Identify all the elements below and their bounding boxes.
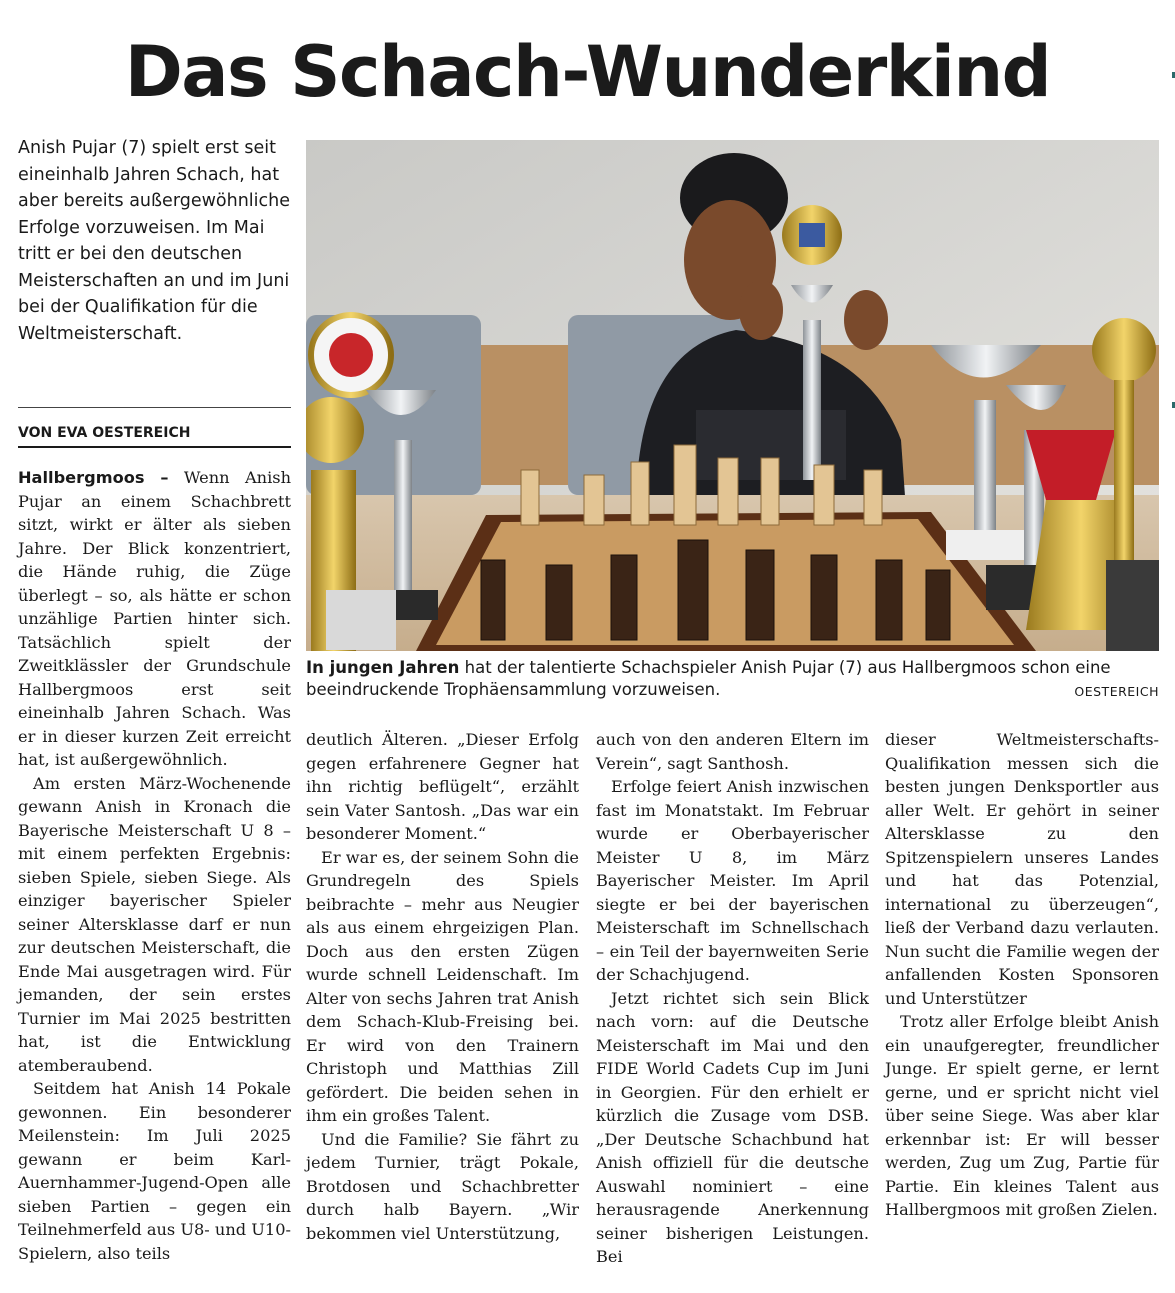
teaser — [18, 135, 293, 347]
column-1 — [18, 466, 291, 1265]
column-4 — [885, 728, 1159, 1222]
paragraph: Er war es, der seinem Sohn die Grundregeln des Spiels beibrachte – mehr aus Neugier als aus einem ehrgeizigen Plan. Doch aus den ersten Zügen wurde schnell Leidenschaft. Im Alter von sechs Jahren trat Anish dem Schach-Klub-Freising bei. Er wird von den Trainern Christoph und Matthias Zill gefördert. Die beiden sehen in ihm ein großes Talent. — [306, 847, 579, 1125]
paragraph: deutlich Älteren. „Dieser Erfolg gegen erfahrenere Gegner hat ihn richtig beflügelt“, erzählt sein Vater Santosh. „Das war ein besonderer Moment.“ — [306, 730, 579, 843]
paragraph — [18, 466, 291, 772]
photo-credit: OESTEREICH — [1074, 684, 1159, 699]
paragraph: Trotz aller Erfolge bleibt Anish ein unaufgeregter, freundlicher Junge. Er spielt gerne, er lernt gerne, und er spricht nicht viel über seine Siege. Was aber klar erkennbar ist: Er will besser werden, Zug um Zug, Partie für Partie. Ein kleines Talent aus Hallbergmoos mit großen Zielen. — [885, 1012, 1159, 1219]
photo — [306, 140, 1159, 651]
paragraph-text: Wenn Anish Pujar an einem Schachbrett sitzt, wirkt er älter als sieben Jahre. Der Blick konzentriert, die Hände ruhig, die Züge überlegt – so, als hätte er schon unzählige Partien hinter sich. Tatsächlich spielt der Zweitklässler der Grundschule Hallbergmoos erst seit eineinhalb Jahren Schach. Was er in dieser kurzen Zeit erreicht hat, ist außergewöhnlich. — [18, 468, 291, 769]
divider — [18, 446, 291, 448]
dateline: Hallbergmoos – — [18, 468, 169, 487]
paragraph: Und die Familie? Sie fährt zu jedem Turnier, trägt Pokale, Brotdosen und Schachbretter durch halb Bayern. „Wir bekommen viel Unterstützung, — [306, 1129, 579, 1243]
teaser-text: Anish Pujar (7) spielt erst seit eineinhalb Jahren Schach, hat aber bereits außergewöhnliche Erfolge vorzuweisen. Im Mai tritt er bei den deutschen Meisterschaften an und im Juni bei der Qualifikation für die Weltmeisterschaft. — [18, 138, 290, 344]
paragraph: Am ersten März-Wochenende gewann Anish in Kronach die Bayerische Meisterschaft U 8 – mit einem perfekten Ergebnis: sieben Spiele, sieben Siege. Als einziger bayerischer Spieler seiner Altersklasse darf er nun zur deutschen Meisterschaft, die Ende Mai ausgetragen wird. Für jemanden, der sein erstes Turnier im Mai 2025 bestritten hat, ist die Entwicklung atemberaubend. — [18, 773, 291, 1075]
paragraph: Erfolge feiert Anish inzwischen fast im Monatstakt. Im Februar wurde er Oberbayerischer Meister U 8, im März Bayerischer Meister. Im April siegte er bei der bayerischen Meisterschaft im Schnellschach – ein Teil der bayernweiten Serie der Schachjugend. — [596, 777, 869, 984]
paragraph: auch von den anderen Eltern im Verein“, sagt Santhosh. — [596, 730, 869, 773]
column-2 — [306, 728, 579, 1245]
headline: Das Schach-Wunderkind — [124, 31, 1051, 113]
column-3 — [596, 728, 869, 1269]
caption-lead: In jungen Jahren — [306, 658, 460, 677]
caption-text: hat der talentierte Schachspieler Anish Pujar (7) aus Hallbergmoos schon eine beeindruckende Trophäensammlung vorzuweisen. — [306, 658, 1111, 699]
paragraph: Seitdem hat Anish 14 Pokale gewonnen. Ein besonderer Meilenstein: Im Juli 2025 gewann er beim Karl-Auernhammer-Jugend-Open alle sieben Partien – gegen ein Teilnehmerfeld aus U8- und U10-Spielern, also teils — [18, 1079, 291, 1263]
paragraph: Jetzt richtet sich sein Blick nach vorn: auf die Deutsche Meisterschaft im Mai und den FIDE World Cadets Cup im Juni in Georgien. Für den erhielt er kürzlich die Zusage vom DSB. „Der Deutsche Schachbund hat Anish offiziell für die deutsche Auswahl nominiert – eine herausragende Anerkennung seiner bisherigen Leistungen. Bei — [596, 988, 869, 1266]
divider — [18, 407, 291, 408]
photo-caption — [306, 657, 1159, 701]
byline: VON EVA OESTEREICH — [18, 425, 191, 441]
paragraph: dieser Weltmeisterschafts-Qualifikation messen sich die besten jungen Denksportler aus aller Welt. Er gehört in seiner Altersklasse zu den Spitzenspielern unseres Landes und hat das Potenzial, international zu überzeugen“, ließ der Verband dazu verlauten. Nun sucht die Familie wegen der anfallenden Kosten Sponsoren und Unterstützer — [885, 730, 1159, 1008]
